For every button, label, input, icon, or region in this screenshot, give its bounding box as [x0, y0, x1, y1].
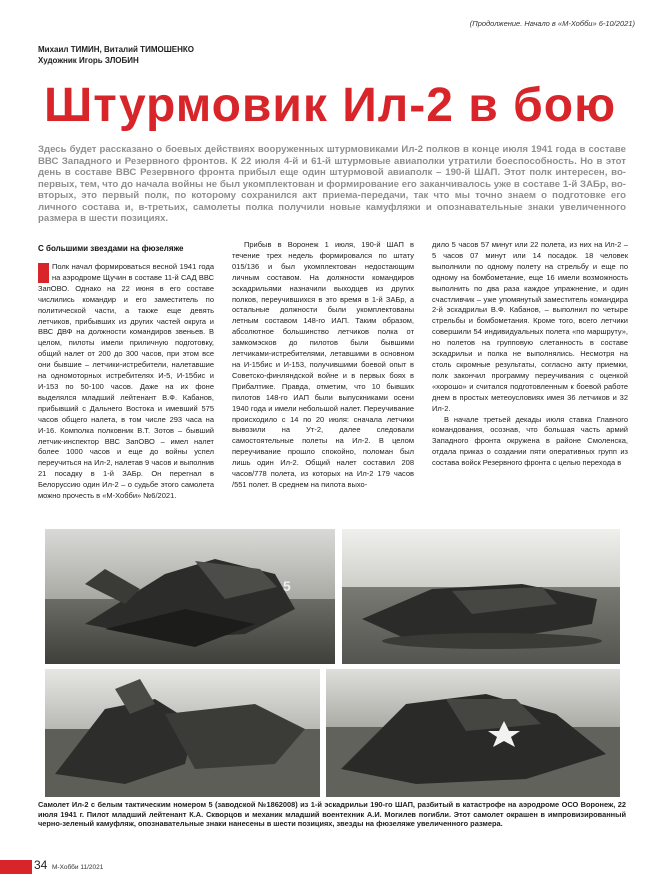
- column-3-text-b: В начале третьей декады июля ставка Главного командования, осознав, что большая часть армий Западного фронта окружена в районе Смоленска, отдала приказ о создании пяти оперативных групп из состава войск Резервного фронта с целью перехода в: [432, 414, 628, 468]
- column-3-text: дило 5 часов 57 минут или 22 полета, из них на Ил-2 – 5 часов 07 минут или 14 посадок. 18 человек выполнили по одному полету на стрельбу и еще по одному на бомбометание, еще 16 имели возможность выполнить по два раза каждое упражнение, и один счастливчик – уже упомянутый заместитель командира 2-й эскадрильи В.Ф. Кабанов, – выполнил по четыре стрельбы и бомбометания. Кроме того, всего летчики совершили 54 индивидуальных полета «по маршруту», но полетов на групповую слетанность в составе эскадрильи и полка не выполнялись. Несмотря на столь скромные результаты, согласно акту приемки, полк закончил программу переучивания с оценкой «хорошо» и считался подготовленным к боевой работе днем в простых метеоусловиях имея 36 летчиков и 32 Ил-2.: [432, 240, 628, 413]
- magazine-issue: М-Хобби 11/2021: [52, 864, 104, 871]
- photo-wreck-3: [45, 669, 320, 797]
- artist-line: Художник Игорь ЗЛОБИН: [38, 56, 139, 65]
- photo-wreck-3-image: [45, 669, 320, 797]
- photo-wreck-2: [342, 529, 620, 664]
- photo-wreck-1-image: [45, 529, 335, 664]
- authors-line: Михаил ТИМИН, Виталий ТИМОШЕНКО: [38, 45, 194, 54]
- continuation-note: (Продолжение. Начало в «М-Хобби» 6-10/2021): [469, 19, 635, 28]
- authors-block: [38, 44, 194, 66]
- page-number: 34: [34, 858, 48, 872]
- page-tab-marker: [0, 860, 32, 874]
- text-column-3: [432, 240, 628, 522]
- photo-wreck-4-image: [326, 669, 620, 797]
- photo-wreck-2-image: [342, 529, 620, 664]
- dropcap-mark: [38, 263, 49, 283]
- tactical-number-mark: 5: [283, 578, 291, 594]
- section-subheading: С большими звездами на фюзеляже: [38, 244, 184, 253]
- text-column-2: [232, 240, 414, 522]
- column-2-text: Прибыв в Воронеж 1 июля, 190-й ШАП в течение трех недель формировался по штату 015/136 и был укомплектован недостающим личным составом. На должности командиров эскадрильями назначили выходцев из других полков, переучившихся в это время в 1-й ЗАБр, а остальные должности были укомплектованы летным составом 148-го ИАП. Таким образом, абсолютное большинство летчиков полка от замкомэсков до пилотов были бывшими летчиками-истребителями, летавшими в основном на И-15бис и И-153, получившими боевой опыт в Советско-финляндской войне и в первых боях в Прибалтике. Правда, отметим, что 10 бывших пилотов 148-го ИАП были выпускниками осени 1940 года и имели небольшой налет. Переучивание происходило с 14 по 20 июля: сначала летчики вывозили на Ут-2, далее следовали самостоятельные полеты на Ил-2. В целом переучивание прошло спокойно, поломан был лишь один Ил-2. Общий налет составил 208 часов/778 полета, из которых на Ил-2 179 часов /551 полет. В среднем на пилота выхо-: [232, 240, 414, 489]
- photo-wreck-4: [326, 669, 620, 797]
- column-1-text: Полк начал формироваться весной 1941 года на аэродроме Щучин в составе 11-й САД ВВС ЗапОВО. Однако на 22 июня в его составе числились командир и его заместитель по политической части, а также еще девять летчиков, прибывших из других частей округа и ВВС ДВФ на должности командиров звеньев. В целом, пилоты имели приличную подготовку, общий налет от 200 до 300 часов, при этом все они бывшие – летчики-истребители, налетавшие на одномоторных истребителях И-5, И-15бис и И-153 по 50-100 часов. Даже на их фоне выделялся младший лейтенант В.Ф. Кабанов, прибывший с Дальнего Востока и имевший 575 часов общего налета, в том числе 293 часа на И-16. Комполка полковник В.Т. Зотов – бывший летчик-инспектор ВВС ЗапОВО – имел налет более 1000 часов и еще до войны успел переучиться на Ил-2, налетав 9 часов и выполнив 21 посадку в 1-й ЗАБр. Он перегнал в Белоруссию один Ил-2 – о судьбе этого самолета можно прочесть в «М-Хобби» №6/2021.: [38, 262, 214, 501]
- article-title: Штурмовик Ил-2 в бою: [44, 79, 617, 132]
- text-column-1: [38, 262, 214, 522]
- photo-wreck-1: [45, 529, 335, 664]
- lead-paragraph: Здесь будет рассказано о боевых действиях вооруженных штурмовиками Ил-2 полков в конце июля 1941 года в составе ВВС Западного и Резервного фронтов. К 22 июля 4-й и 61-й штурмовые авиаполки утратили боеспособность. Но в этот день в составе ВВС Резервного фронта прибыл еще один штурмовой авиаполк – 190-й ШАП. Этот полк интересен, во-первых, тем, что до начала войны не был укомплектован и формирование его заканчивалось уже в составе 1-й ЗАБр, во-вторых, это первый полк, по которому сохранился акт приема-передачи, так что мы точно знаем о подготовке его личного состава и, в-третьих, самолеты полка получили новые камуфляжи и опознавательные знаки увеличенного размера в шести позициях.: [38, 144, 626, 224]
- photo-caption: Самолет Ил-2 с белым тактическим номером 5 (заводской №1862008) из 1-й эскадрильи 190-го ШАП, разбитый в катастрофе на аэродроме ОСО Воронеж, 22 июля 1941 г. Пилот младший лейтенант К.А. Скворцов и механик младший воентехник А.И. Могилев погибли. Этот самолет окрашен в импровизированный черно-зеленый камуфляж, опознавательные знаки нанесены в шести позициях, звезды на фюзеляже увеличенного размера.: [38, 800, 626, 828]
